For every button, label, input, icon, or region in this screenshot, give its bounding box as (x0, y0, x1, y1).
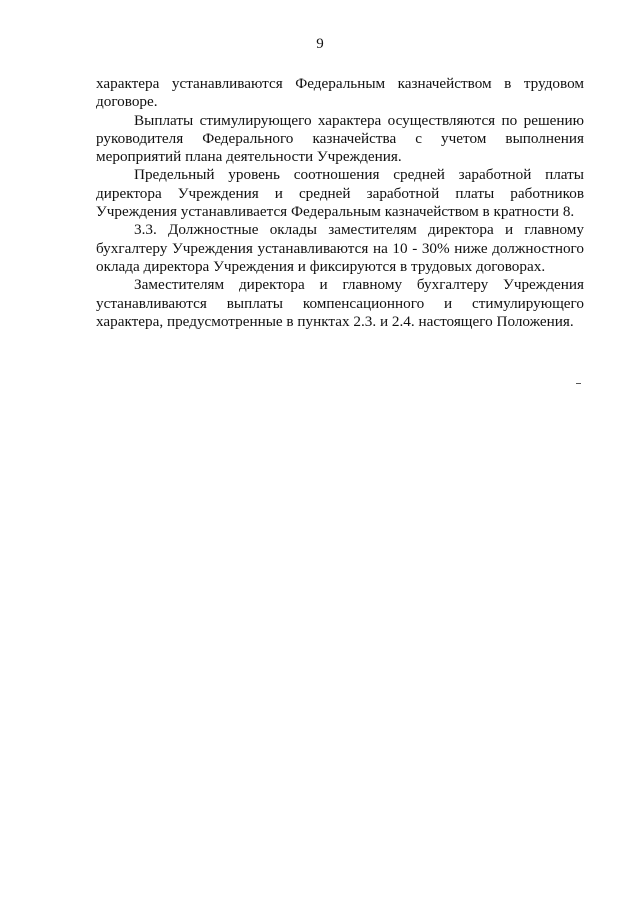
paragraph-continuation: характера устанавливаются Федеральным казначейством в трудовом договоре. (96, 75, 584, 111)
paragraph-deputy-salaries: 3.3. Должностные оклады заместителям директора и главному бухгалтеру Учреждения устанавливаются на 10 - 30% ниже должностного оклада директора Учреждения и фиксируются в трудовых договорах. (96, 221, 584, 275)
paragraph-salary-ratio: Предельный уровень соотношения средней заработной платы директора Учреждения и средней заработной платы работников Учреждения устанавливается Федеральным казначейством в кратности 8. (96, 166, 584, 221)
scan-mark (576, 383, 581, 384)
paragraph-deputy-payments: Заместителям директора и главному бухгалтеру Учреждения устанавливаются выплаты компенсационного и стимулирующего характера, предусмотренные в пунктах 2.3. и 2.4. настоящего Положения. (96, 276, 584, 330)
page-number: 9 (316, 36, 324, 52)
paragraph-incentive-payments: Выплаты стимулирующего характера осуществляются по решению руководителя Федерального казначейства с учетом выполнения мероприятий плана деятельности Учреждения. (96, 111, 584, 166)
document-body (96, 75, 584, 331)
